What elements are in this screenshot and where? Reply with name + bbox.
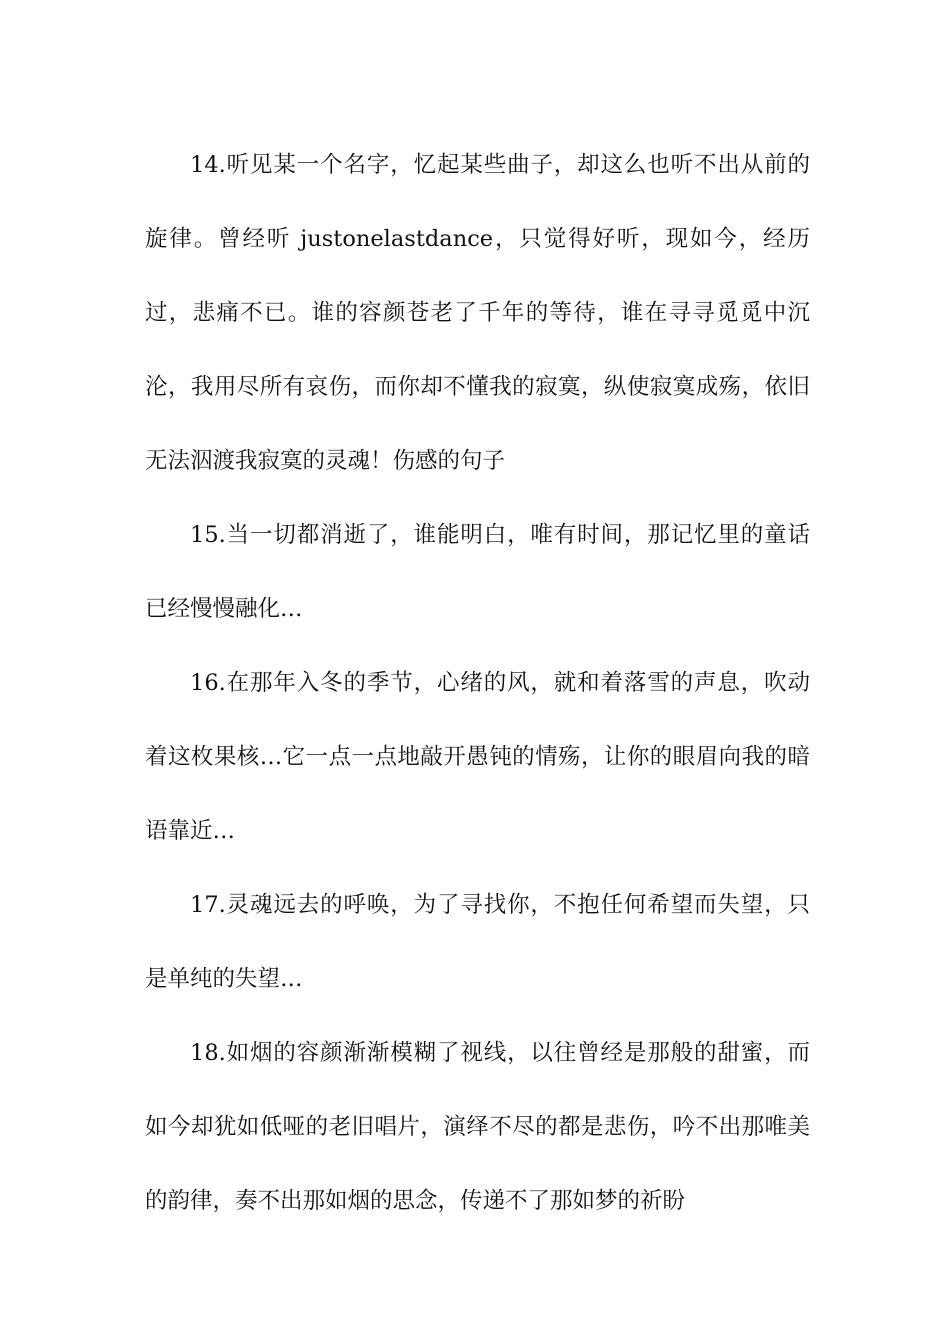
paragraph-14: 14.听见某一个名字，忆起某些曲子，却这么也听不出从前的旋律。曾经听 justonelastdance，只觉得好听，现如今，经历过，悲痛不已。谁的容颜苍老了千年的等待，谁在寻寻觅觅中沉沦，我用尽所有哀伤，而你却不懂我的寂寞，纵使寂寞成殇，依旧无法泅渡我寂寞的灵魂！伤感的句子 (145, 152, 810, 474)
paragraph-18: 18.如烟的容颜渐渐模糊了视线，以往曾经是那般的甜蜜，而如今却犹如低哑的老旧唱片，演绎不尽的都是悲伤，吟不出那唯美的韵律，奏不出那如烟的思念，传递不了那如梦的祈盼 (145, 1040, 810, 1214)
paragraph-15: 15.当一切都消逝了，谁能明白，唯有时间，那记忆里的童话已经慢慢融化… (145, 522, 810, 622)
paragraph-16: 16.在那年入冬的季节，心绪的风，就和着落雪的声息，吹动着这枚果核…它一点一点地敲开愚钝的情殇，让你的眼眉向我的暗语靠近… (145, 670, 810, 844)
paragraph-17: 17.灵魂远去的呼唤，为了寻找你，不抱任何希望而失望，只是单纯的失望… (145, 892, 810, 992)
document-body (145, 128, 810, 1238)
